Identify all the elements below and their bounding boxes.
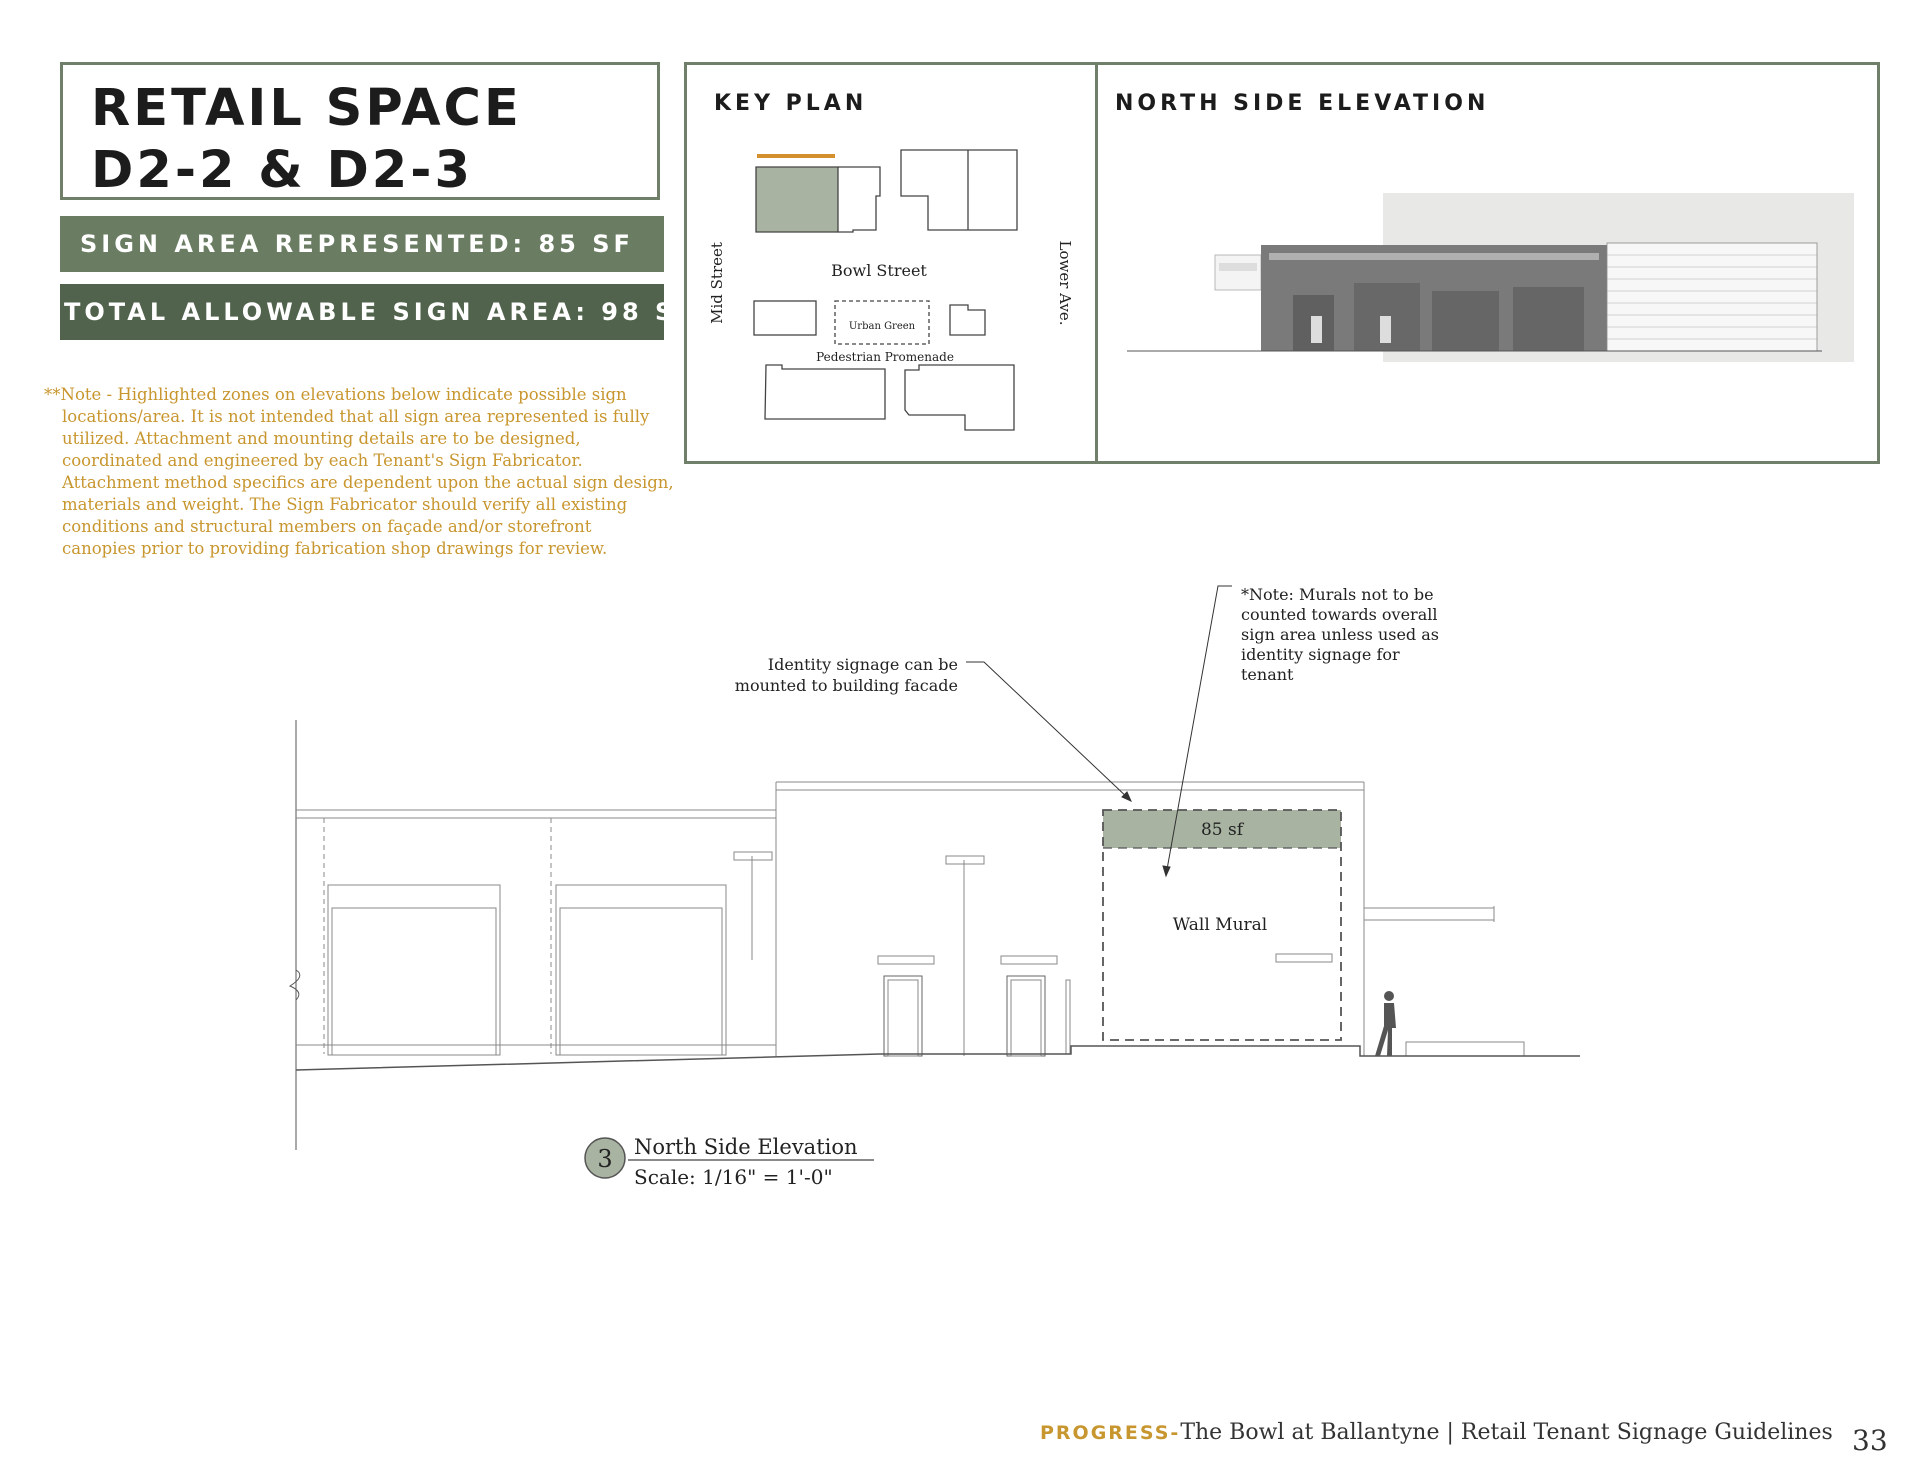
sign-note [44, 384, 674, 560]
building [905, 365, 1014, 430]
lower-ave-label: Lower Ave. [1056, 240, 1074, 326]
mural-note-line: sign area unless used as [1241, 625, 1440, 644]
drawing-number: 3 [597, 1145, 613, 1173]
person-icon [1375, 991, 1396, 1056]
mural-note-line: counted towards overall [1241, 605, 1438, 624]
mid-street-label: Mid Street [708, 242, 726, 324]
key-plan-heading: KEY PLAN [714, 91, 868, 116]
total-allowable-banner: TOTAL ALLOWABLE SIGN AREA: 98 SF [60, 284, 664, 340]
note-line: **Note - Highlighted zones on elevations below indicate possible sign [44, 385, 627, 404]
north-elevation-heading: NORTH SIDE ELEVATION [1115, 91, 1490, 116]
mural-note-line: tenant [1241, 665, 1294, 684]
note-line: utilized. Attachment and mounting details are to be designed, [62, 429, 581, 448]
footer-text: The Bowl at Ballantyne | Retail Tenant Signage Guidelines [1180, 1420, 1833, 1445]
building [901, 150, 1017, 230]
wall-mural-label: Wall Mural [1172, 915, 1268, 935]
plan-panels [684, 62, 1880, 464]
north-side-elevation-drawing [0, 560, 1920, 1220]
drawing-title: North Side Elevation [634, 1135, 858, 1159]
identity-callout-line: mounted to building facade [734, 676, 958, 695]
note-line: conditions and structural members on façade and/or storefront [62, 517, 592, 536]
title-line-1: RETAIL SPACE [91, 79, 522, 138]
title-box [60, 62, 660, 200]
sign-area-banner: SIGN AREA REPRESENTED: 85 SF [60, 216, 664, 272]
mural-note-line: *Note: Murals not to be [1241, 585, 1434, 604]
highlighted-building [756, 167, 838, 232]
north-elevation-thumbnail [1127, 193, 1854, 362]
title-line-2: D2-2 & D2-3 [91, 141, 473, 200]
page-footer [1040, 1420, 1833, 1445]
drawing-scale: Scale: 1/16" = 1'-0" [634, 1165, 833, 1189]
building [754, 301, 816, 335]
page-number: 33 [1852, 1424, 1888, 1457]
building [838, 167, 880, 232]
footer-brand: PROGRESS- [1040, 1422, 1181, 1444]
note-line: Attachment method specifics are dependent upon the actual sign design, [62, 473, 674, 492]
note-line: coordinated and engineered by each Tenant's Sign Fabricator. [62, 451, 583, 470]
building [950, 305, 985, 335]
building [765, 365, 885, 419]
mural-note-line: identity signage for [1241, 645, 1400, 664]
bowl-street-label: Bowl Street [831, 261, 927, 280]
sign-area-label: 85 sf [1200, 820, 1244, 840]
key-plan-drawing [687, 65, 1877, 461]
note-line: materials and weight. The Sign Fabricator should verify all existing [62, 495, 628, 514]
identity-callout-line: Identity signage can be [767, 655, 958, 674]
note-line: locations/area. It is not intended that all sign area represented is fully [62, 407, 650, 426]
note-line: canopies prior to providing fabrication shop drawings for review. [62, 539, 608, 558]
urban-green-label: Urban Green [848, 321, 916, 332]
pedestrian-promenade-label: Pedestrian Promenade [816, 350, 954, 364]
